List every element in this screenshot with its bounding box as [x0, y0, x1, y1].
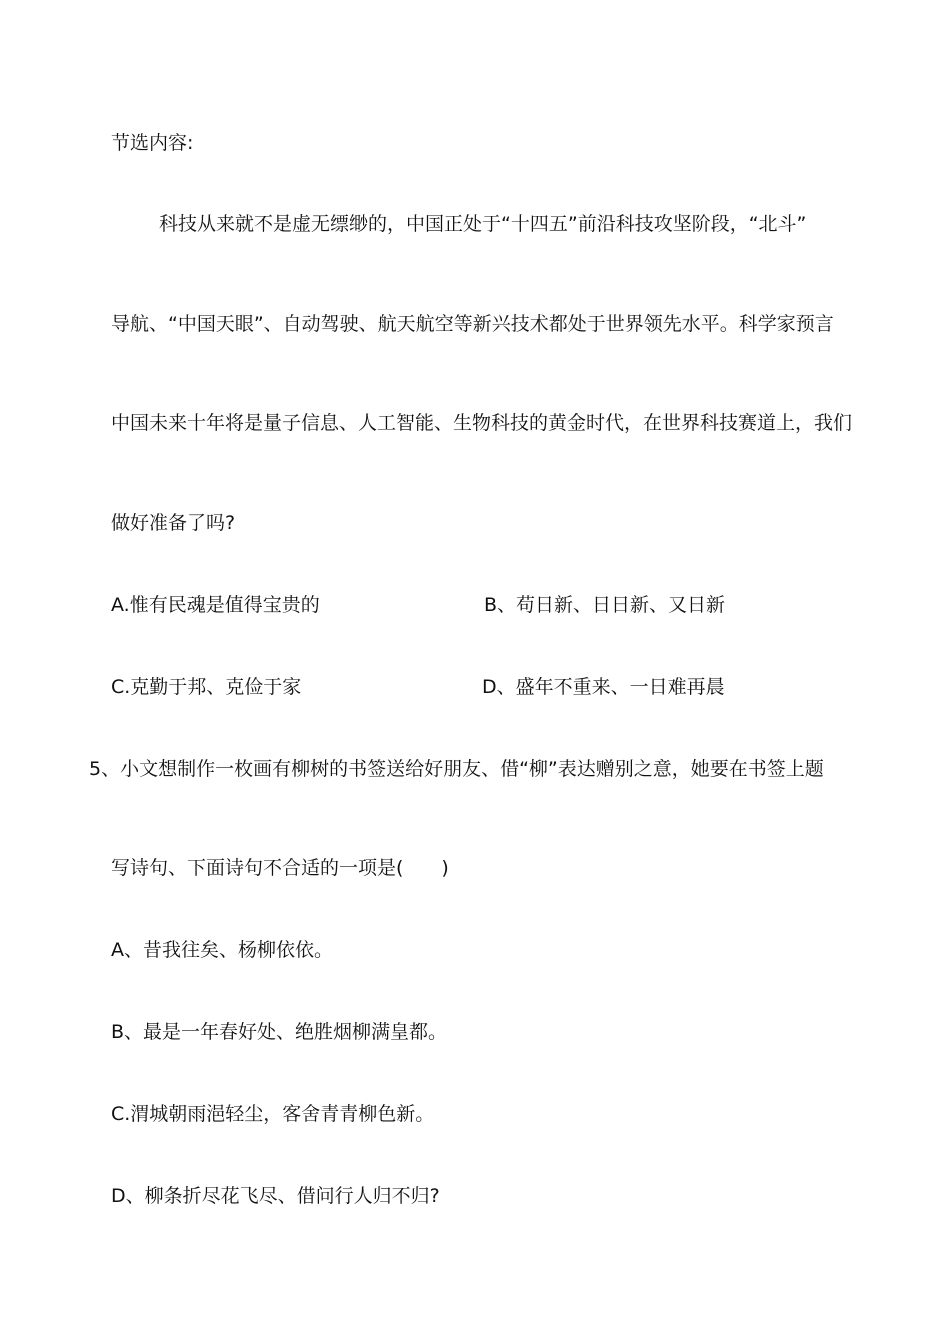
q5-option-c: C.渭城朝雨浥轻尘，客舍青青柳色新。 — [111, 1103, 435, 1125]
q4-option-b: B、苟日新、日日新、又日新 — [484, 594, 726, 616]
excerpt-line-2: 导航、“中国天眼”、自动驾驶、航天航空等新兴技术都处于世界领先水平。科学家预言 — [111, 313, 834, 335]
q5-option-a: A、昔我往矣、杨柳依依。 — [111, 939, 333, 961]
excerpt-line-4: 做好准备了吗? — [111, 512, 236, 534]
q5-option-d: D、柳条折尽花飞尽、借问行人归不归? — [111, 1185, 440, 1207]
q4-option-d: D、盛年不重来、一日难再晨 — [482, 676, 725, 698]
excerpt-heading: 节选内容: — [111, 132, 194, 154]
q5-option-b: B、最是一年春好处、绝胜烟柳满皇都。 — [111, 1021, 448, 1043]
q5-stem-line-2: 写诗句、下面诗句不合适的一项是( ) — [111, 857, 449, 879]
q5-stem-line-1: 5、小文想制作一枚画有柳树的书签送给好朋友、借“柳”表达赠别之意，她要在书签上题 — [89, 758, 824, 780]
q4-option-a: A.惟有民魂是值得宝贵的 — [111, 594, 320, 616]
excerpt-line-3: 中国未来十年将是量子信息、人工智能、生物科技的黄金时代，在世界科技赛道上，我们 — [111, 412, 853, 434]
q4-option-c: C.克勤于邦、克俭于家 — [111, 676, 302, 698]
excerpt-line-1: 科技从来就不是虚无缥缈的，中国正处于“十四五”前沿科技攻坚阶段，“北斗” — [159, 213, 807, 235]
